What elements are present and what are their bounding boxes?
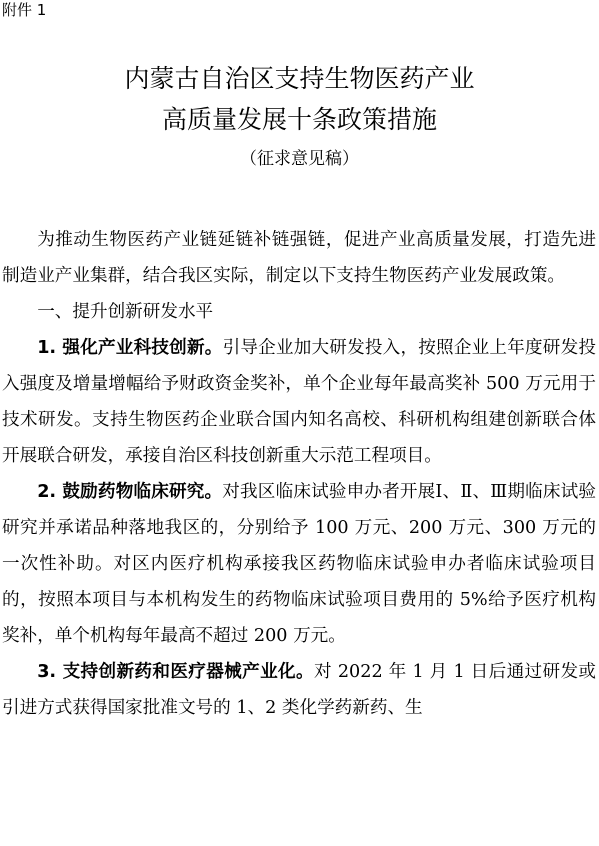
policy-item-3-heading: 3. 支持创新药和医疗器械产业化。 — [37, 662, 314, 682]
policy-item-1-heading: 1. 强化产业科技创新。 — [37, 338, 223, 358]
policy-item-1-text: 引导企业加大研发投入，按照企业上年度研发投入强度及增量增幅给予财政资金奖补，单个企业每年最高奖补 500 万元用于技术研发。支持生物医药企业联合国内知名高校、科研机构组建创新联合体开展联合研发，承接自治区科技创新重大示范工程项目。 — [2, 338, 596, 466]
policy-item-3 — [2, 654, 596, 726]
document-subtitle: （征求意见稿） — [240, 149, 359, 169]
policy-item-2-heading: 2. 鼓励药物临床研究。 — [37, 482, 223, 502]
policy-item-3-text: 对 2022 年 1 月 1 日后通过研发或引进方式获得国家批准文号的 1、2 类化学药新药、生 — [2, 662, 596, 718]
document-title-line-2: 高质量发展十条政策措施 — [161, 105, 437, 134]
document-title-line-1: 内蒙古自治区支持生物医药产业 — [124, 64, 475, 93]
section-heading-1: 一、提升创新研发水平 — [37, 302, 214, 322]
document-body — [2, 222, 596, 726]
policy-item-2 — [2, 474, 596, 654]
intro-paragraph: 为推动生物医药产业链延链补链强链，促进产业高质量发展，打造先进制造业产业集群，结合我区实际，制定以下支持生物医药产业发展政策。 — [2, 230, 596, 286]
policy-item-1 — [2, 330, 596, 474]
attachment-label: 附件 1 — [2, 1, 47, 19]
policy-item-2-text: 对我区临床试验申办者开展Ⅰ、Ⅱ、Ⅲ期临床试验研究并承诺品种落地我区的，分别给予 100 万元、200 万元、300 万元的一次性补助。对区内医疗机构承接我区药物临床试验申办者临床试验项目的，按照本项目与本机构发生的药物临床试验项目费用的 5%给予医疗机构奖补，单个机构每年最高不超过 200 万元。 — [2, 482, 596, 646]
